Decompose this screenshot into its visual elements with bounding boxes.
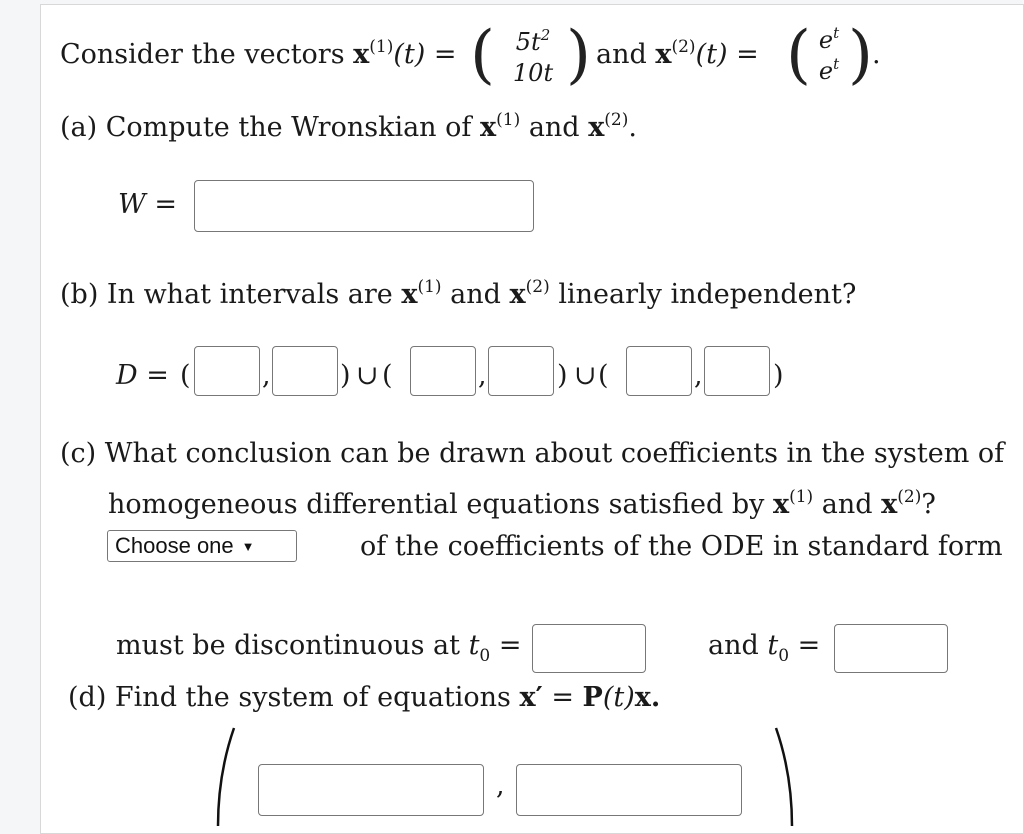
part-a-text: (a) Compute the Wronskian of (60, 112, 472, 143)
must-discontinuous-text (116, 630, 521, 665)
d-label (116, 360, 169, 392)
interval-open-paren: ( (180, 360, 191, 391)
and-text: and (528, 112, 580, 143)
union-symbol: ∪ (356, 360, 379, 391)
and-t0-text (708, 630, 820, 665)
t0-second-input[interactable] (834, 624, 948, 673)
vector-x2-top (812, 26, 846, 57)
right-paren: ) (566, 18, 591, 92)
interval-2-right-input[interactable] (488, 346, 554, 396)
superscript: (1) (369, 37, 394, 57)
chevron-down-icon: ▼ (241, 539, 255, 554)
interval-close-paren: ) (557, 360, 568, 391)
x-prime: x′ (519, 682, 543, 713)
interval-close-paren: ) (773, 360, 784, 391)
entry-text: e (818, 57, 834, 85)
superscript: (1) (496, 110, 521, 130)
vector-x2 (812, 26, 846, 88)
part-c-after-select: of the coefficients of the ODE in standard form (360, 531, 1003, 562)
superscript: (2) (897, 487, 922, 507)
conclusion-select[interactable] (107, 530, 297, 562)
part-b-end: linearly independent? (558, 279, 857, 310)
vector-x2-bottom (812, 57, 846, 88)
p-symbol: P (582, 682, 603, 713)
interval-2-left-input[interactable] (410, 346, 476, 396)
interval-3-right-input[interactable] (704, 346, 770, 396)
interval-3-left-input[interactable] (626, 346, 692, 396)
period: . (628, 112, 637, 143)
period: . (872, 39, 881, 70)
intro-prefix: Consider the vectors (60, 39, 345, 70)
superscript: (1) (789, 487, 814, 507)
and-text: and (708, 630, 759, 661)
right-paren: ) (848, 18, 873, 92)
left-paren: ( (470, 18, 495, 92)
part-c-text: homogeneous differential equations satisfied by (108, 489, 765, 520)
interval-open-paren: ( (598, 360, 609, 391)
x-symbol: x (588, 112, 605, 143)
exponent: 2 (540, 26, 551, 44)
vector-x1-bottom: 10t (512, 59, 554, 87)
function-arg: (t) = (393, 39, 457, 70)
equals: = (154, 189, 177, 220)
w-label (118, 189, 177, 221)
superscript: (2) (671, 37, 696, 57)
x-symbol: x (509, 279, 526, 310)
exponent: t (833, 24, 840, 42)
t-symbol: t (767, 630, 779, 661)
x-symbol: x (353, 39, 370, 70)
w-symbol: W (118, 189, 146, 220)
x-symbol: x (881, 489, 898, 520)
interval-1-left-input[interactable] (194, 346, 260, 396)
x-symbol: x (772, 489, 790, 520)
intro-line-2 (596, 39, 759, 74)
t0-first-input[interactable] (532, 624, 646, 673)
subscript: 0 (778, 646, 790, 666)
interval-1-right-input[interactable] (272, 346, 338, 396)
part-b-text: (b) In what intervals are (60, 279, 393, 310)
equals: = (498, 630, 522, 661)
superscript: (1) (417, 277, 442, 297)
must-text: must be discontinuous at (116, 630, 460, 661)
matrix-row1-col1-input[interactable] (258, 764, 484, 816)
entry-text: e (818, 26, 834, 54)
select-value: Choose one (115, 533, 234, 558)
subscript: 0 (479, 646, 491, 666)
vector-x1 (502, 28, 564, 87)
interval-close-paren: ) (340, 360, 351, 391)
equals: = (797, 630, 821, 661)
d-symbol: D (116, 360, 138, 391)
comma: , (496, 770, 505, 801)
intro-line (60, 39, 457, 74)
and-text: and (596, 39, 647, 70)
equals: = (551, 682, 574, 713)
x-symbol: x (655, 39, 672, 70)
part-a-prompt (60, 112, 637, 147)
matrix-left-paren (212, 726, 240, 826)
function-arg: (t) (602, 682, 635, 713)
superscript: (2) (525, 277, 550, 297)
part-d-text: (d) Find the system of equations (68, 682, 511, 713)
x-symbol: x (401, 279, 418, 310)
superscript: (2) (604, 110, 629, 130)
matrix-row1-col2-input[interactable] (516, 764, 742, 816)
t-symbol: t (468, 630, 480, 661)
part-c-line1: (c) What conclusion can be drawn about coefficients in the system of (60, 438, 1005, 469)
vector-x1-top (502, 28, 564, 59)
part-b-prompt (60, 279, 856, 314)
union-symbol: ∪ (574, 360, 597, 391)
entry-text: 5t (515, 28, 541, 56)
and-text: and (821, 489, 873, 520)
wronskian-input[interactable] (194, 180, 534, 232)
question-mark: ? (921, 489, 936, 520)
x-end: x. (634, 682, 661, 713)
comma: , (694, 360, 703, 391)
left-paren: ( (786, 18, 811, 92)
interval-open-paren: ( (382, 360, 393, 391)
function-arg: (t) = (695, 39, 759, 70)
equals: = (146, 360, 169, 391)
matrix-right-paren (770, 726, 798, 826)
part-d-prompt (68, 682, 660, 714)
and-text: and (450, 279, 501, 310)
comma: , (262, 360, 271, 391)
comma: , (478, 360, 487, 391)
exponent: t (833, 55, 840, 73)
part-c-line2 (108, 489, 936, 524)
x-symbol: x (480, 112, 497, 143)
